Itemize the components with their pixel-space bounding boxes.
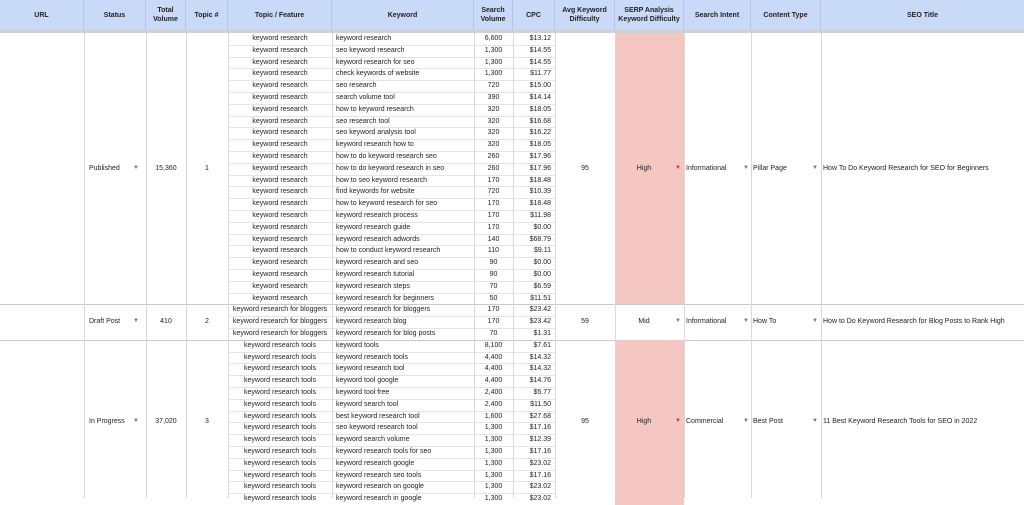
search-volume-cell[interactable]: 90 — [489, 259, 498, 267]
cpc-cell[interactable]: $13.12 — [529, 35, 551, 42]
keyword-cell[interactable]: seo keyword research — [336, 46, 405, 54]
column-gridline — [84, 33, 85, 498]
column-gridline — [684, 33, 685, 498]
topic-cell[interactable]: keyword research tools — [244, 459, 316, 467]
dropdown-arrow-icon[interactable]: ▼ — [675, 318, 681, 325]
status-dropdown[interactable]: Draft Post — [89, 318, 121, 326]
row-divider — [228, 222, 555, 223]
keyword-cell[interactable]: how to seo keyword research — [336, 176, 428, 184]
cpc-cell[interactable]: $14.55 — [529, 46, 551, 54]
topic-cell[interactable]: keyword research tools — [244, 365, 316, 373]
topic-cell[interactable]: keyword research — [252, 164, 308, 172]
column-gridline — [615, 33, 616, 498]
topic-cell[interactable]: keyword research tools — [244, 400, 316, 408]
topic-cell[interactable]: keyword research — [252, 82, 308, 90]
status-dropdown[interactable]: Published — [89, 164, 120, 172]
keyword-cell[interactable]: seo research tool — [336, 117, 390, 125]
header-total-volume[interactable]: Total Volume — [146, 0, 186, 30]
keyword-cell[interactable]: how to keyword research — [336, 105, 414, 113]
dropdown-arrow-icon[interactable]: ▼ — [675, 164, 681, 171]
topic-cell[interactable]: keyword research — [252, 223, 308, 231]
row-divider — [228, 151, 555, 152]
row-divider — [228, 104, 555, 105]
cpc-cell[interactable]: $17.16 — [529, 424, 551, 432]
cpc-cell[interactable]: $23.02 — [529, 459, 551, 467]
column-gridline — [186, 33, 187, 498]
cpc-cell[interactable]: $0.00 — [533, 223, 551, 231]
column-gridline — [332, 33, 333, 498]
topic-cell[interactable]: keyword research — [252, 212, 308, 219]
keyword-cell[interactable]: seo keyword analysis tool — [336, 129, 416, 137]
column-gridline — [474, 33, 475, 498]
keyword-cell[interactable]: seo keyword research tool — [336, 424, 418, 432]
header-row — [0, 0, 1024, 30]
cpc-cell[interactable]: $14.76 — [529, 377, 551, 385]
keyword-cell[interactable]: check keywords of website — [336, 70, 420, 78]
keyword-cell[interactable]: keyword research process — [336, 212, 418, 219]
avg-keyword-difficulty: 95 — [581, 164, 589, 172]
content-type-dropdown[interactable]: Best Post — [753, 418, 783, 426]
topic-cell[interactable]: keyword research tools — [244, 471, 316, 479]
topic-cell[interactable]: keyword research — [252, 105, 308, 113]
keyword-cell[interactable]: keyword research for beginners — [336, 294, 435, 302]
cpc-cell[interactable]: $12.39 — [529, 436, 551, 444]
row-divider — [228, 363, 555, 364]
cpc-cell[interactable]: $14.14 — [529, 94, 551, 101]
topic-cell[interactable]: keyword research tools — [244, 389, 316, 396]
search-volume-cell[interactable]: 170 — [487, 223, 500, 231]
dropdown-arrow-icon[interactable]: ▼ — [743, 164, 749, 171]
topic-cell[interactable]: keyword research — [252, 58, 308, 66]
search-volume-cell[interactable]: 1,300 — [484, 459, 503, 467]
keyword-cell[interactable]: keyword research tutorial — [336, 271, 415, 278]
row-divider — [228, 245, 555, 246]
topic-cell[interactable]: keyword research tools — [244, 424, 316, 432]
keyword-cell[interactable]: keyword research and seo — [336, 259, 419, 267]
serp-kd-dropdown[interactable]: High — [636, 164, 652, 172]
keyword-cell[interactable]: keyword tools — [336, 341, 379, 349]
row-divider — [228, 458, 555, 459]
row-divider — [228, 92, 555, 93]
dropdown-arrow-icon[interactable]: ▼ — [743, 318, 749, 325]
column-gridline — [228, 33, 229, 498]
keyword-cell[interactable]: seo research — [336, 82, 377, 90]
cpc-cell[interactable]: $17.16 — [529, 448, 551, 455]
keyword-cell[interactable]: keyword research on google — [336, 483, 424, 491]
seo-title-cell[interactable]: How to Do Keyword Research for Blog Posts to Rank High — [823, 318, 1005, 326]
total-volume: 15,360 — [155, 164, 177, 172]
row-divider — [228, 80, 555, 81]
cpc-cell[interactable]: $10.39 — [529, 188, 551, 196]
status-dropdown[interactable]: In Progress — [89, 418, 125, 426]
header-status[interactable]: Status — [84, 0, 146, 30]
topic-cell[interactable]: keyword research — [252, 200, 308, 208]
search-volume-cell[interactable]: 4,400 — [484, 365, 503, 373]
search-volume-cell[interactable]: 2,400 — [484, 389, 503, 396]
cpc-cell[interactable]: $6.59 — [533, 282, 551, 290]
search-volume-cell[interactable]: 70 — [489, 282, 498, 290]
row-divider — [228, 186, 555, 187]
cpc-cell[interactable]: $9.11 — [534, 247, 551, 255]
search-volume-cell[interactable]: 8,100 — [484, 341, 503, 349]
keyword-cell[interactable]: how to do keyword research seo — [336, 153, 437, 160]
search-volume-cell[interactable]: 320 — [487, 105, 500, 113]
keyword-cell[interactable]: keyword research in google — [336, 495, 422, 503]
dropdown-arrow-icon[interactable]: ▼ — [812, 318, 818, 325]
topic-cell[interactable]: keyword research for bloggers — [232, 330, 328, 337]
keyword-cell[interactable]: keyword research guide — [336, 223, 411, 231]
search-volume-cell[interactable]: 170 — [487, 200, 500, 208]
topic-cell[interactable]: keyword research tools — [244, 341, 316, 349]
cpc-cell[interactable]: $16.68 — [529, 117, 551, 125]
keyword-cell[interactable]: keyword research adwords — [336, 235, 420, 243]
cpc-cell[interactable]: $11.77 — [530, 70, 551, 78]
column-gridline — [751, 33, 752, 498]
topic-cell[interactable]: keyword research — [252, 46, 308, 54]
header-content-type[interactable]: Content Type — [751, 0, 821, 30]
search-volume-cell[interactable]: 720 — [487, 82, 500, 90]
search-intent-dropdown[interactable]: Commercial — [686, 418, 724, 426]
search-volume-cell[interactable]: 260 — [487, 153, 500, 160]
search-volume-cell[interactable]: 1,300 — [484, 448, 503, 455]
dropdown-arrow-icon[interactable]: ▼ — [133, 418, 139, 425]
cpc-cell[interactable]: $16.22 — [529, 129, 551, 137]
header-serp-kd[interactable]: SERP Analysis Keyword Difficulty — [615, 0, 684, 30]
cpc-cell[interactable]: $18.48 — [529, 200, 551, 208]
search-volume-cell[interactable]: 170 — [487, 176, 500, 184]
row-divider — [228, 434, 555, 435]
topic-cell[interactable]: keyword research — [252, 271, 308, 278]
row-divider — [228, 293, 555, 294]
dropdown-arrow-icon[interactable]: ▼ — [812, 418, 818, 425]
topic-cell[interactable]: keyword research tools — [244, 448, 316, 455]
search-volume-cell[interactable]: 4,400 — [484, 353, 503, 361]
topic-cell[interactable]: keyword research — [252, 282, 308, 290]
keyword-cell[interactable]: how to conduct keyword research — [336, 247, 441, 255]
search-volume-cell[interactable]: 1,300 — [484, 46, 503, 54]
search-intent-dropdown[interactable]: Informational — [686, 164, 727, 172]
dropdown-arrow-icon[interactable]: ▼ — [743, 418, 749, 425]
column-gridline — [146, 33, 147, 498]
search-volume-cell[interactable]: 170 — [487, 306, 500, 314]
serp-kd-dropdown[interactable]: High — [636, 418, 652, 426]
cpc-cell[interactable]: $17.96 — [529, 164, 551, 172]
topic-cell[interactable]: keyword research — [252, 188, 308, 196]
row-divider — [228, 175, 555, 176]
dropdown-arrow-icon[interactable]: ▼ — [133, 318, 139, 325]
keyword-cell[interactable]: keyword search tool — [336, 400, 399, 408]
topic-cell[interactable]: keyword research tools — [244, 377, 316, 385]
row-divider — [228, 210, 555, 211]
topic-cell[interactable]: keyword research — [252, 247, 308, 255]
header-search-volume[interactable]: Search Volume — [474, 0, 513, 30]
row-divider — [228, 127, 555, 128]
search-volume-cell[interactable]: 260 — [487, 164, 500, 172]
seo-title-cell[interactable]: How To Do Keyword Research for SEO for Beginners — [823, 164, 989, 172]
keyword-cell[interactable]: keyword research how to — [336, 141, 414, 149]
topic-number: 1 — [205, 164, 209, 172]
topic-cell[interactable]: keyword research — [252, 35, 308, 42]
cpc-cell[interactable]: $68.79 — [529, 235, 551, 243]
topic-cell[interactable]: keyword research — [252, 259, 308, 267]
topic-cell[interactable]: keyword research — [252, 153, 308, 160]
keyword-cell[interactable]: keyword research — [336, 35, 392, 42]
search-volume-cell[interactable]: 320 — [487, 129, 500, 137]
keyword-cell[interactable]: find keywords for website — [336, 188, 415, 196]
row-divider — [228, 139, 555, 140]
header-topic-feature[interactable]: Topic / Feature — [228, 0, 332, 30]
row-divider — [228, 116, 555, 117]
topic-cell[interactable]: keyword research — [252, 94, 308, 101]
row-divider — [228, 68, 555, 69]
cpc-cell[interactable]: $23.02 — [529, 495, 551, 503]
topic-number: 2 — [205, 318, 209, 326]
column-gridline — [821, 33, 822, 498]
total-volume: 37,020 — [155, 418, 177, 426]
keyword-cell[interactable]: keyword research for bloggers — [336, 306, 431, 314]
keyword-cell[interactable]: how to do keyword research in seo — [336, 164, 445, 172]
keyword-cell[interactable]: best keyword research tool — [336, 412, 420, 420]
avg-keyword-difficulty: 59 — [581, 318, 589, 326]
row-divider — [228, 163, 555, 164]
keyword-cell[interactable]: keyword research for seo — [336, 58, 415, 66]
topic-cell[interactable]: keyword research for bloggers — [232, 306, 328, 314]
topic-cell[interactable]: keyword research — [252, 70, 308, 78]
cpc-cell[interactable]: $14.32 — [529, 365, 551, 373]
topic-cell[interactable]: keyword research — [252, 141, 308, 149]
search-volume-cell[interactable]: 110 — [487, 247, 500, 255]
search-volume-cell[interactable]: 1,300 — [484, 424, 503, 432]
keyword-cell[interactable]: how to keyword research for seo — [336, 200, 438, 208]
search-volume-cell[interactable]: 1,300 — [484, 436, 503, 444]
row-divider — [228, 269, 555, 270]
row-divider — [228, 281, 555, 282]
topic-cell[interactable]: keyword research — [252, 176, 308, 184]
cpc-cell[interactable]: $0.00 — [533, 259, 551, 267]
search-volume-cell[interactable]: 170 — [487, 212, 500, 219]
topic-cell[interactable]: keyword research — [252, 294, 308, 302]
cpc-cell[interactable]: $11.50 — [530, 400, 551, 408]
dropdown-arrow-icon[interactable]: ▼ — [812, 164, 818, 171]
cpc-cell[interactable]: $17.16 — [529, 471, 551, 479]
search-volume-cell[interactable]: 1,300 — [484, 483, 503, 491]
search-volume-cell[interactable]: 320 — [487, 141, 500, 149]
topic-cell[interactable]: keyword research tools — [244, 436, 316, 444]
topic-cell[interactable]: keyword research — [252, 235, 308, 243]
keyword-cell[interactable]: keyword research steps — [336, 282, 410, 290]
search-volume-cell[interactable]: 1,300 — [484, 58, 503, 66]
row-divider — [228, 493, 555, 494]
topic-cell[interactable]: keyword research — [252, 117, 308, 125]
serp-kd-dropdown[interactable]: Mid — [638, 318, 650, 326]
header-search-intent[interactable]: Search Intent — [684, 0, 751, 30]
cpc-cell[interactable]: $18.48 — [529, 176, 551, 184]
header-avg-kd[interactable]: Avg Keyword Difficulty — [555, 0, 615, 30]
cpc-cell[interactable]: $5.77 — [533, 389, 551, 396]
keyword-cell[interactable]: keyword search volume — [336, 436, 410, 444]
topic-number: 3 — [205, 418, 209, 426]
search-volume-cell[interactable]: 90 — [489, 271, 498, 278]
row-divider — [228, 422, 555, 423]
search-volume-cell[interactable]: 1,300 — [484, 495, 503, 503]
cpc-cell[interactable]: $7.61 — [533, 341, 551, 349]
search-volume-cell[interactable]: 4,400 — [484, 377, 503, 385]
topic-cell[interactable]: keyword research for bloggers — [232, 318, 328, 326]
row-divider — [228, 375, 555, 376]
content-type-dropdown[interactable]: How To — [753, 318, 777, 326]
search-volume-cell[interactable]: 1,600 — [484, 412, 503, 420]
row-divider — [228, 234, 555, 235]
keyword-cell[interactable]: keyword tool free — [336, 389, 390, 396]
cpc-cell[interactable]: $1.31 — [533, 330, 551, 337]
keyword-cell[interactable]: keyword research seo tools — [336, 471, 422, 479]
cpc-cell[interactable]: $17.96 — [529, 153, 551, 160]
cpc-cell[interactable]: $0.00 — [533, 271, 551, 278]
cpc-cell[interactable]: $15.00 — [529, 82, 551, 90]
row-divider — [228, 411, 555, 412]
search-volume-cell[interactable]: 70 — [489, 330, 498, 337]
cpc-cell[interactable]: $27.68 — [529, 412, 551, 420]
topic-cell[interactable]: keyword research tools — [244, 483, 316, 491]
cpc-cell[interactable]: $18.05 — [529, 105, 551, 113]
keyword-cell[interactable]: keyword research tools — [336, 353, 408, 361]
header-topic-number[interactable]: Topic # — [186, 0, 228, 30]
row-divider — [228, 481, 555, 482]
search-intent-dropdown[interactable]: Informational — [686, 318, 727, 326]
row-divider — [228, 198, 555, 199]
cpc-cell[interactable]: $18.05 — [529, 141, 551, 149]
cpc-cell[interactable]: $14.55 — [529, 58, 551, 66]
avg-keyword-difficulty: 95 — [581, 418, 589, 426]
row-divider — [228, 257, 555, 258]
search-volume-cell[interactable]: 1,300 — [484, 70, 503, 78]
row-divider — [228, 399, 555, 400]
seo-title-cell[interactable]: 11 Best Keyword Research Tools for SEO in 2022 — [823, 418, 978, 426]
header-seo-title[interactable]: SEO Title — [907, 11, 938, 19]
column-gridline — [513, 33, 514, 498]
search-volume-cell[interactable]: 1,300 — [484, 471, 503, 479]
topic-cell[interactable]: keyword research tools — [244, 412, 316, 420]
search-volume-cell[interactable]: 720 — [487, 188, 500, 196]
keyword-cell[interactable]: keyword research blog — [336, 318, 407, 326]
dropdown-arrow-icon[interactable]: ▼ — [675, 418, 681, 425]
row-divider — [228, 57, 555, 58]
row-divider — [228, 316, 555, 317]
search-volume-cell[interactable]: 320 — [487, 117, 500, 125]
cpc-cell[interactable]: $11.98 — [530, 212, 551, 219]
header-keyword[interactable]: Keyword — [332, 0, 474, 30]
keyword-cell[interactable]: keyword research google — [336, 459, 415, 467]
search-volume-cell[interactable]: 2,400 — [484, 400, 503, 408]
topic-cell[interactable]: keyword research tools — [244, 495, 316, 503]
cpc-cell[interactable]: $14.32 — [529, 353, 551, 361]
cpc-cell[interactable]: $23.42 — [529, 306, 551, 314]
search-volume-cell[interactable]: 50 — [489, 294, 498, 302]
cpc-cell[interactable]: $23.02 — [529, 483, 551, 491]
total-volume: 410 — [160, 318, 172, 326]
topic-cell[interactable]: keyword research — [252, 129, 308, 137]
row-divider — [228, 352, 555, 353]
header-url[interactable]: URL — [0, 0, 84, 30]
search-volume-cell[interactable]: 140 — [487, 235, 500, 243]
row-divider — [228, 470, 555, 471]
row-divider — [228, 387, 555, 388]
dropdown-arrow-icon[interactable]: ▼ — [133, 164, 139, 171]
keyword-cell[interactable]: keyword research for blog posts — [336, 330, 436, 337]
topic-cell[interactable]: keyword research tools — [244, 353, 316, 361]
keyword-cell[interactable]: keyword tool google — [336, 377, 399, 385]
row-divider — [228, 45, 555, 46]
cpc-cell[interactable]: $23.42 — [529, 318, 551, 326]
search-volume-cell[interactable]: 6,600 — [484, 35, 503, 42]
keyword-cell[interactable]: keyword research tools for seo — [336, 448, 432, 455]
row-divider — [228, 446, 555, 447]
keyword-cell[interactable]: keyword research tool — [336, 365, 405, 373]
row-divider — [228, 328, 555, 329]
column-gridline — [555, 33, 556, 498]
search-volume-cell[interactable]: 170 — [487, 318, 500, 326]
cpc-cell[interactable]: $11.51 — [530, 294, 551, 302]
content-type-dropdown[interactable]: Pillar Page — [753, 164, 787, 172]
search-volume-cell[interactable]: 390 — [487, 94, 500, 101]
keyword-cell[interactable]: search volume tool — [336, 94, 395, 101]
header-cpc[interactable]: CPC — [513, 0, 555, 30]
